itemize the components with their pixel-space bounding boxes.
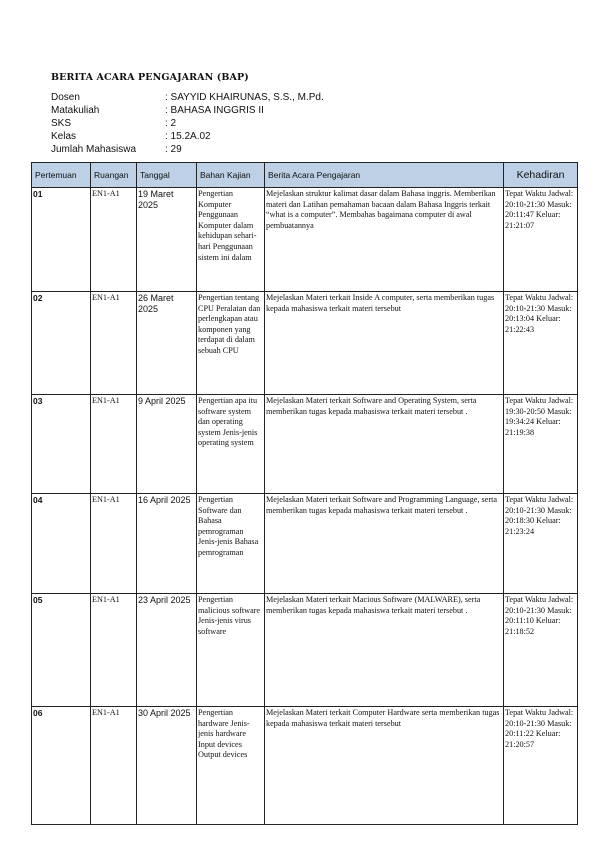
cell-ruangan: EN1-A1 [91, 292, 137, 395]
info-row-kelas [51, 130, 324, 143]
cell-berita-acara: Mejelaskan struktur kalimat dasar dalam Bahasa inggris. Memberikan materi dan Latihan pemahaman bacaan dalam Bahasa Inggris terkait “what is a computer”. Membahas bagaimana computer di awal pembuatannya [265, 188, 504, 292]
header-kehadiran: Kehadiran [504, 163, 578, 188]
cell-bahan-kajian: Pengertian malicious software Jenis-jenis virus software [197, 594, 265, 707]
cell-kehadiran: Tepat Waktu Jadwal: 20:10-21:30 Masuk: 20:11:22 Keluar: 21:20:57 [504, 707, 578, 825]
info-label: Kelas [51, 131, 77, 142]
table-row [32, 292, 578, 395]
cell-berita-acara: Mejelaskan Materi terkait Computer Hardware serta memberikan tugas kepada mahasiswa terkait materi tersebut [265, 707, 504, 825]
cell-pertemuan: 04 [32, 494, 91, 594]
course-info [51, 91, 324, 156]
cell-bahan-kajian [197, 188, 265, 292]
cell-bahan-kajian: Pengertian hardware Jenis-jenis hardware Input devices Output devices [197, 707, 265, 825]
info-row-sks [51, 117, 324, 130]
cell-ruangan: EN1-A1 [91, 494, 137, 594]
info-value: : BAHASA INGGRIS II [165, 105, 264, 116]
cell-tanggal: 16 April 2025 [137, 494, 197, 594]
cell-bahan-kajian: Pengertian apa itu software system dan operating system Jenis-jenis operating system [197, 395, 265, 494]
bahan-kajian-text: Pengertian Komputer Penggunaan Komputer dalam kehidupan sehari-hari Penggunaan sistem ini dalam [198, 189, 257, 262]
cell-tanggal: 26 Maret 2025 [137, 292, 197, 395]
cell-kehadiran: Tepat Waktu Jadwal: 20:10-21:30 Masuk: 20:18:30 Keluar: 21:23:24 [504, 494, 578, 594]
table-row [32, 594, 578, 707]
cell-pertemuan: 02 [32, 292, 91, 395]
cell-tanggal: 23 April 2025 [137, 594, 197, 707]
cell-berita-acara: Mejelaskan Materi terkait Software and Operating System, serta memberikan tugas kepada mahasiswa terkait materi tersebut . [265, 395, 504, 494]
cell-pertemuan: 03 [32, 395, 91, 494]
cell-kehadiran: Tepat Waktu Jadwal: 20:10-21:30 Masuk: 20:13:04 Keluar: 21:22:43 [504, 292, 578, 395]
info-row-dosen [51, 91, 324, 104]
table-row [32, 707, 578, 825]
info-row-matakuliah [51, 104, 324, 117]
cell-bahan-kajian: Pengertian Software dan Bahasa pemrograman Jenis-jenis Bahasa pemrograman [197, 494, 265, 594]
cell-tanggal: 19 Maret 2025 [137, 188, 197, 292]
cell-pertemuan: 05 [32, 594, 91, 707]
info-value: : SAYYID KHAIRUNAS, S.S., M.Pd. [165, 92, 324, 103]
header-tanggal: Tanggal [137, 163, 197, 188]
cell-tanggal: 9 April 2025 [137, 395, 197, 494]
info-row-jumlah-mahasiswa [51, 143, 324, 156]
table-header-row [32, 163, 578, 188]
cell-ruangan: EN1-A1 [91, 594, 137, 707]
cell-pertemuan: 06 [32, 707, 91, 825]
header-berita-acara: Berita Acara Pengajaran [265, 163, 504, 188]
cell-ruangan: EN1-A1 [91, 188, 137, 292]
info-label: Matakuliah [51, 105, 100, 116]
cell-berita-acara: Mejelaskan Materi terkait Inside A computer, serta memberikan tugas kepada mahasiswa terkait materi tersebut [265, 292, 504, 395]
cell-berita-acara: Mejelaskan Materi terkait Macious Software (MALWARE), serta memberikan tugas kepada mahasiswa terkait materi tersebut . [265, 594, 504, 707]
header-bahan-kajian: Bahan Kajian [197, 163, 265, 188]
header-ruangan: Ruangan [91, 163, 137, 188]
cell-berita-acara: Mejelaskan Materi terkait Software and Programming Language, serta memberikan tugas kepada mahasiswa terkait materi tersebut . [265, 494, 504, 594]
info-value: : 15.2A.02 [165, 131, 211, 142]
header-pertemuan: Pertemuan [32, 163, 91, 188]
info-value: : 29 [165, 144, 182, 155]
bap-table [31, 162, 578, 825]
table-row [32, 395, 578, 494]
table-row [32, 188, 578, 292]
info-label: SKS [51, 118, 72, 129]
info-label: Dosen [51, 92, 80, 103]
cell-ruangan: EN1-A1 [91, 707, 137, 825]
cell-ruangan: EN1-A1 [91, 395, 137, 494]
document-title: BERITA ACARA PENGAJARAN (BAP) [51, 72, 249, 83]
cell-kehadiran: Tepat Waktu Jadwal: 19:30-20:50 Masuk: 19:34:24 Keluar: 21:19:38 [504, 395, 578, 494]
cell-bahan-kajian: Pengertian tentang CPU Peralatan dan perlengkapan atau komponen yang terdapat di dalam sebuah CPU [197, 292, 265, 395]
cell-kehadiran: Tepat Waktu Jadwal: 20:10-21:30 Masuk: 20:11:10 Keluar: 21:18:52 [504, 594, 578, 707]
cell-tanggal: 30 April 2025 [137, 707, 197, 825]
cell-kehadiran: Tepat Waktu Jadwal: 20:10-21:30 Masuk: 20:11:47 Keluar: 21:21:07 [504, 188, 578, 292]
table-row [32, 494, 578, 594]
info-label: Jumlah Mahasiswa [51, 144, 137, 155]
info-value: : 2 [165, 118, 177, 129]
cell-pertemuan: 01 [32, 188, 91, 292]
